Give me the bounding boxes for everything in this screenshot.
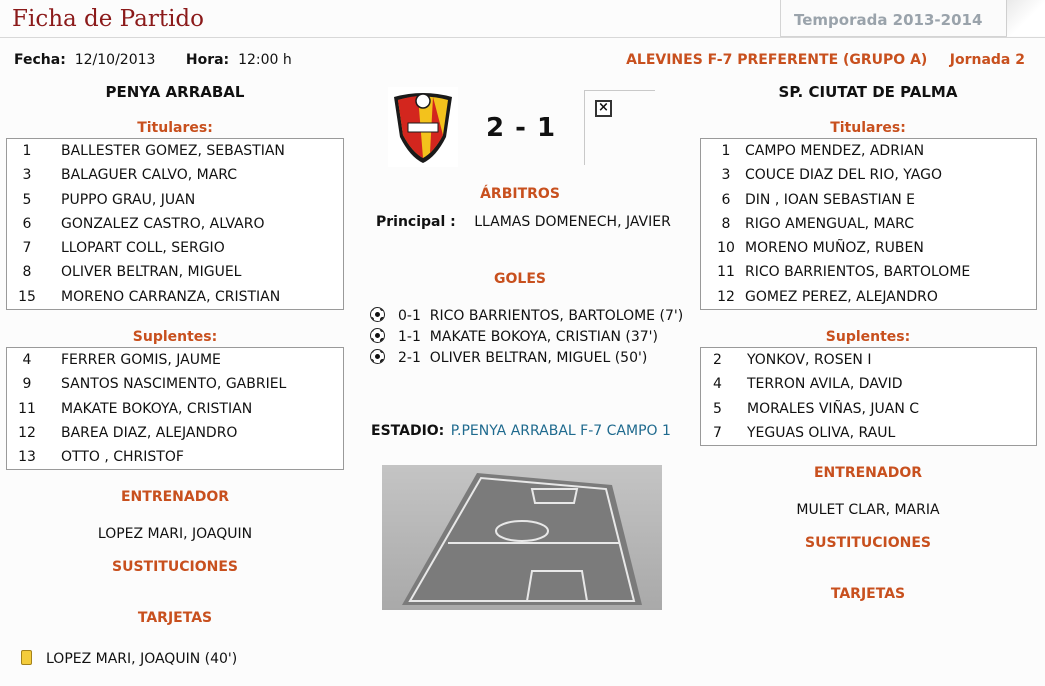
player-name: MAKATE BOKOYA, CRISTIAN <box>61 400 253 417</box>
player-name: RIGO AMENGUAL, MARC <box>745 215 914 232</box>
player-number: 5 <box>22 191 32 208</box>
header-divider <box>0 37 1045 38</box>
round-label: Jornada 2 <box>949 52 1025 68</box>
player-name: YEGUAS OLIVA, RAUL <box>747 424 896 441</box>
player-number: 11 <box>717 264 735 281</box>
player-number: 10 <box>717 240 735 257</box>
table-row <box>7 212 343 236</box>
away-starters-table <box>700 138 1037 310</box>
date-label: Fecha: <box>14 52 66 68</box>
table-row <box>701 285 1036 309</box>
player-name: MORENO CARRANZA, CRISTIAN <box>61 288 281 305</box>
player-name: LLOPART COLL, SERGIO <box>61 240 225 257</box>
player-number: 7 <box>22 240 32 257</box>
away-coach-label: ENTRENADOR <box>813 465 923 481</box>
main-referee <box>376 214 671 230</box>
goal-score: 2-1 <box>398 350 421 366</box>
player-name: OTTO , CHRISTOF <box>61 449 184 466</box>
time-value: 12:00 h <box>238 52 292 68</box>
yellow-card-icon <box>21 650 32 665</box>
player-name: GONZALEZ CASTRO, ALVARO <box>61 215 265 232</box>
stadium-link[interactable]: P.PENYA ARRABAL F-7 CAMPO 1 <box>450 423 671 439</box>
player-name: GOMEZ PEREZ, ALEJANDRO <box>745 288 938 305</box>
player-number: 6 <box>22 215 32 232</box>
home-starters-table <box>6 138 344 310</box>
table-row <box>701 188 1036 212</box>
competition-name: ALEVINES F-7 PREFERENTE (GRUPO A) <box>626 52 928 68</box>
player-number: 2 <box>713 352 722 368</box>
away-substitutions-label: SUSTITUCIONES <box>805 535 931 551</box>
player-name: BALAGUER CALVO, MARC <box>61 167 238 184</box>
player-name: SANTOS NASCIMENTO, GABRIEL <box>61 376 287 393</box>
player-name: TERRON AVILA, DAVID <box>747 376 903 393</box>
stadium-info <box>371 423 671 439</box>
referees-label: ÁRBITROS <box>480 186 560 202</box>
player-name: RICO BARRIENTOS, BARTOLOME <box>745 264 971 281</box>
table-row <box>7 445 343 469</box>
player-name: DIN , IOAN SEBASTIAN E <box>745 191 915 208</box>
table-row <box>7 372 343 396</box>
stadium-label: ESTADIO: <box>371 423 445 439</box>
player-number: 1 <box>721 143 731 159</box>
home-subs-label: Suplentes: <box>132 329 218 345</box>
home-cards-label: TARJETAS <box>137 610 213 626</box>
goal-scorer: MAKATE BOKOYA, CRISTIAN (37') <box>429 329 658 345</box>
player-number: 12 <box>18 424 36 441</box>
table-row <box>701 348 1036 372</box>
main-referee-label: Principal : <box>376 214 456 230</box>
goal-scorer: RICO BARRIENTOS, BARTOLOME (7') <box>429 308 684 324</box>
page-fold-corner <box>1006 0 1045 36</box>
home-coach-label: ENTRENADOR <box>120 489 230 505</box>
player-number: 12 <box>717 288 735 305</box>
table-row <box>701 139 1036 163</box>
club-crest-icon <box>388 87 458 167</box>
goals-label: GOLES <box>494 271 546 287</box>
goal-entry <box>398 350 647 366</box>
player-name: OLIVER BELTRAN, MIGUEL <box>61 264 242 281</box>
soccer-ball-icon <box>370 328 385 343</box>
away-subs-label: Suplentes: <box>825 329 911 345</box>
player-number: 5 <box>713 400 722 417</box>
goal-entry <box>398 308 683 324</box>
player-name: CAMPO MENDEZ, ADRIAN <box>745 143 925 159</box>
season-label: Temporada 2013-2014 <box>794 11 983 29</box>
player-number: 3 <box>721 167 731 184</box>
table-row <box>701 236 1036 260</box>
goal-score: 1-1 <box>398 329 421 345</box>
page-title: Ficha de Partido <box>12 6 204 32</box>
player-number: 3 <box>22 167 32 184</box>
goal-score: 0-1 <box>398 308 421 324</box>
broken-image-icon: × <box>584 90 655 165</box>
player-number: 8 <box>22 264 32 281</box>
table-row <box>7 236 343 260</box>
table-row <box>701 421 1036 445</box>
match-date-time <box>14 52 292 68</box>
player-number: 15 <box>18 288 36 305</box>
home-substitutions-label: SUSTITUCIONES <box>112 559 238 575</box>
soccer-ball-icon <box>370 349 385 364</box>
soccer-ball-icon <box>370 307 385 322</box>
away-cards-label: TARJETAS <box>830 586 906 602</box>
player-number: 9 <box>22 376 32 393</box>
player-name: YONKOV, ROSEN I <box>747 352 872 368</box>
table-row <box>7 188 343 212</box>
away-subs-table <box>700 347 1037 446</box>
home-starters-label: Titulares: <box>137 120 213 136</box>
home-team-name: PENYA ARRABAL <box>105 83 245 101</box>
table-row <box>7 260 343 284</box>
away-coach-name: MULET CLAR, MARIA <box>796 502 940 518</box>
player-name: PUPPO GRAU, JUAN <box>61 191 196 208</box>
away-starters-label: Titulares: <box>830 120 906 136</box>
main-referee-name: LLAMAS DOMENECH, JAVIER <box>474 214 671 230</box>
player-number: 4 <box>713 376 722 393</box>
player-number: 11 <box>18 400 36 417</box>
table-row <box>7 139 343 163</box>
player-number: 8 <box>721 215 731 232</box>
table-row <box>7 397 343 421</box>
table-row <box>701 372 1036 396</box>
home-card-entry: LOPEZ MARI, JOAQUIN (40') <box>46 651 238 667</box>
player-number: 4 <box>22 352 32 368</box>
table-row <box>7 421 343 445</box>
player-name: COUCE DIAZ DEL RIO, YAGO <box>745 167 942 184</box>
player-name: FERRER GOMIS, JAUME <box>61 352 221 368</box>
soccer-field-image <box>382 465 662 610</box>
player-name: BAREA DIAZ, ALEJANDRO <box>61 424 238 441</box>
competition-info <box>626 52 1025 68</box>
home-subs-table <box>6 347 344 470</box>
match-score: 2 - 1 <box>486 113 557 143</box>
table-row <box>701 260 1036 284</box>
table-row <box>7 348 343 372</box>
table-row <box>7 163 343 187</box>
player-number: 1 <box>22 143 32 159</box>
table-row <box>7 285 343 309</box>
date-value: 12/10/2013 <box>74 52 156 68</box>
table-row <box>701 212 1036 236</box>
player-name: MORENO MUÑOZ, RUBEN <box>745 240 924 257</box>
away-team-name: SP. CIUTAT DE PALMA <box>778 83 958 101</box>
home-coach-name: LOPEZ MARI, JOAQUIN <box>97 526 253 542</box>
player-number: 7 <box>713 424 722 441</box>
table-row <box>701 397 1036 421</box>
goal-scorer: OLIVER BELTRAN, MIGUEL (50') <box>429 350 648 366</box>
goal-entry <box>398 329 658 345</box>
table-row <box>701 163 1036 187</box>
player-number: 6 <box>721 191 731 208</box>
time-label: Hora: <box>185 52 230 68</box>
player-name: MORALES VIÑAS, JUAN C <box>747 400 920 417</box>
player-number: 13 <box>18 449 36 466</box>
player-name: BALLESTER GOMEZ, SEBASTIAN <box>61 143 285 159</box>
